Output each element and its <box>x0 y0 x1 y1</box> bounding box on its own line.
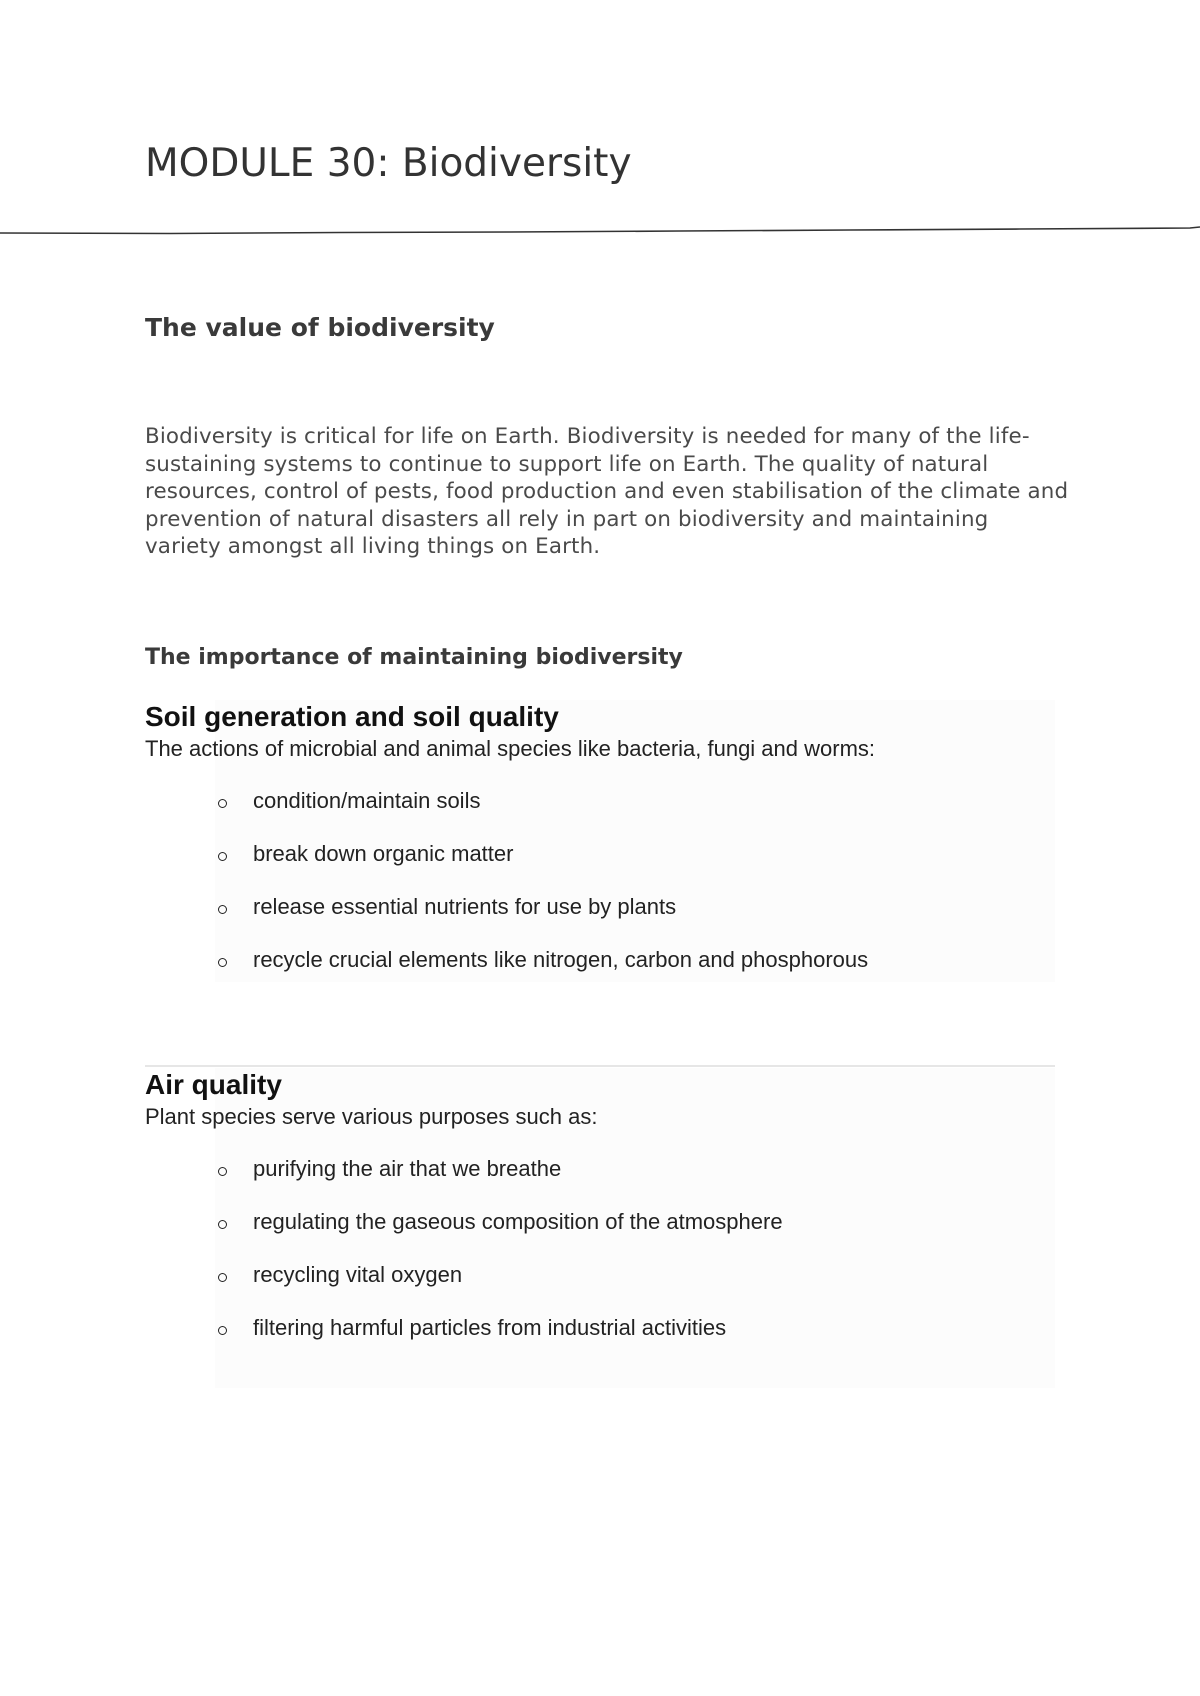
air-list <box>145 1154 1055 1366</box>
air-card <box>145 1068 1055 1388</box>
value-heading: The value of biodiversity <box>145 313 495 342</box>
list-item-text: regulating the gaseous composition of the atmosphere <box>253 1209 783 1234</box>
list-item-text: condition/maintain soils <box>253 788 481 813</box>
soil-list <box>145 786 1055 998</box>
soil-card <box>145 700 1055 982</box>
circle-bullet-icon <box>218 1220 227 1229</box>
air-card-intro: Plant species serve various purposes such as: <box>145 1104 598 1129</box>
circle-bullet-icon <box>218 1326 227 1335</box>
page-title: MODULE 30: Biodiversity <box>145 141 632 186</box>
list-item-text: release essential nutrients for use by plants <box>253 894 677 919</box>
list-item <box>145 945 1055 998</box>
card-divider <box>145 1065 1055 1067</box>
list-item <box>145 1313 1055 1366</box>
list-item-text: filtering harmful particles from industrial activities <box>253 1315 727 1340</box>
importance-heading: The importance of maintaining biodiversity <box>145 645 683 670</box>
list-item <box>145 786 1055 839</box>
intro-paragraph: Biodiversity is critical for life on Earth. Biodiversity is needed for many of the life-sustaining systems to continue to support life on Earth. The quality of natural resources, control of pests, food production and even stabilisation of the climate and prevention of natural disasters all rely in part on biodiversity and maintaining variety amongst all living things on Earth. <box>145 424 1069 559</box>
circle-bullet-icon <box>218 905 227 914</box>
circle-bullet-icon <box>218 852 227 861</box>
list-item-text: purifying the air that we breathe <box>253 1156 562 1181</box>
list-item <box>145 1154 1055 1207</box>
circle-bullet-icon <box>218 799 227 808</box>
circle-bullet-icon <box>218 1273 227 1282</box>
list-item <box>145 892 1055 945</box>
list-item-text: recycling vital oxygen <box>253 1262 463 1287</box>
list-item <box>145 1260 1055 1313</box>
air-card-title: Air quality <box>145 1069 282 1100</box>
list-item <box>145 839 1055 892</box>
list-item-text: recycle crucial elements like nitrogen, carbon and phosphorous <box>253 947 869 972</box>
circle-bullet-icon <box>218 1167 227 1176</box>
title-divider <box>0 225 1200 237</box>
list-item-text: break down organic matter <box>253 841 514 866</box>
circle-bullet-icon <box>218 958 227 967</box>
soil-card-title: Soil generation and soil quality <box>145 701 559 732</box>
soil-card-intro: The actions of microbial and animal species like bacteria, fungi and worms: <box>145 736 876 761</box>
list-item <box>145 1207 1055 1260</box>
